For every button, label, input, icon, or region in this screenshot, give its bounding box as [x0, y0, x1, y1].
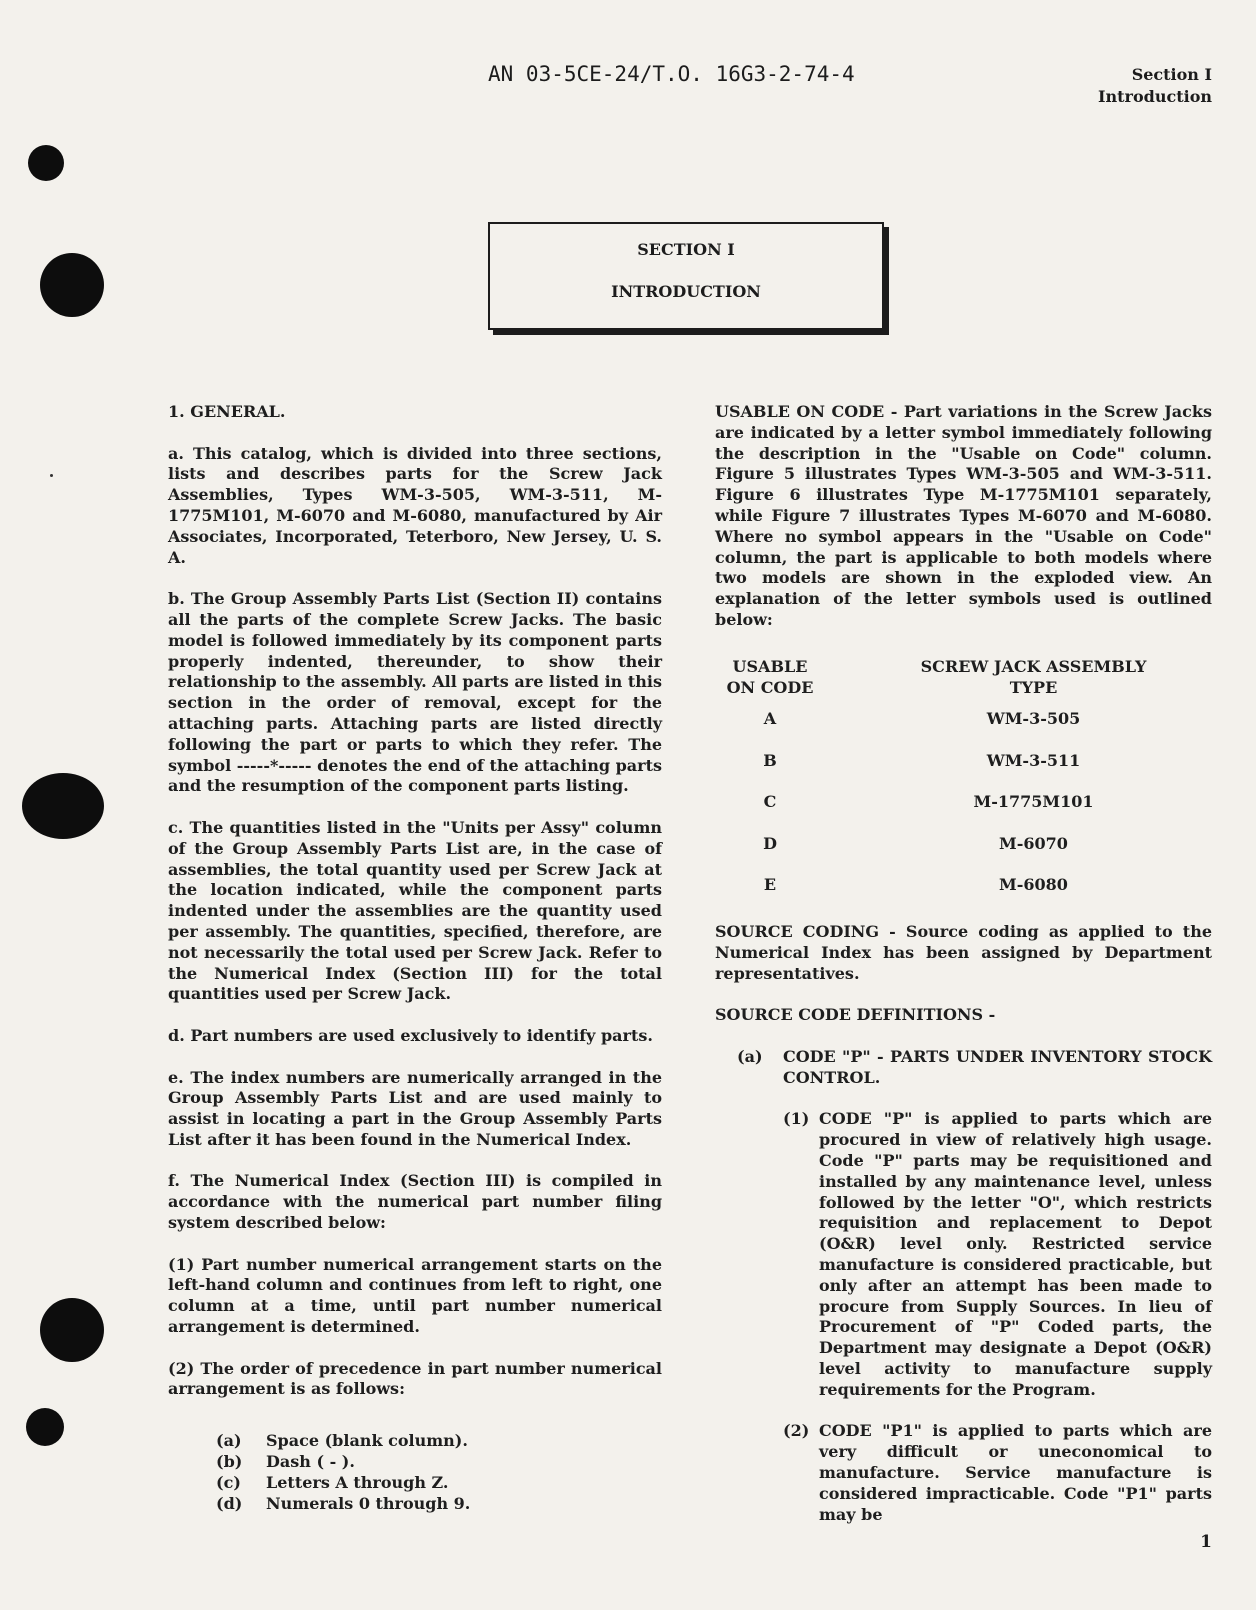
paragraph-f: f. The Numerical Index (Section III) is compiled in accordance with the numerical part number filing system described below: [168, 1171, 662, 1233]
column-header-assembly-type: SCREW JACK ASSEMBLY TYPE [920, 656, 1147, 697]
table-row: D M-6070 [763, 833, 1068, 853]
paragraph-a: a. This catalog, which is divided into three sections, lists and describes parts for the Screw Jack Assemblies, Types WM-3-505, WM-3-511, M-1775M101, M-6070 and M-6080, manufactured by Air Associates, Incorporated, Teterboro, New Jersey, U. S. A. [168, 443, 662, 567]
binder-hole-5 [26, 1408, 64, 1446]
code-p1-definition: (2) CODE "P1" is applied to parts which are very difficult or uneconomical to manufacture. Service manufacture is considered impracticable. Code "P1" parts may be [783, 1421, 1212, 1524]
table-header-row [715, 657, 1212, 699]
table-row: C M-1775M101 [763, 792, 1094, 812]
usable-code-table [715, 657, 1212, 907]
table-row: B WM-3-511 [763, 750, 1081, 770]
section-header [1098, 64, 1212, 108]
section-label: Section I [1131, 65, 1212, 84]
precedence-item: (a) Space (blank column). [216, 1431, 468, 1451]
paragraph-f1: (1) Part number numerical arrangement starts on the left-hand column and continues from left to right, one column at a time, until part number numerical arrangement is determined. [168, 1254, 662, 1337]
paragraph-b: b. The Group Assembly Parts List (Section II) contains all the parts of the complete Screw Jacks. The basic model is followed immediately by its component parts properly indented, thereunder, to show their relationship to the assembly. All parts are listed in this section in the order of removal, except for the attaching parts. Attaching parts are listed directly following the part or parts to which they refer. The symbol -----*----- denotes the end of the attaching parts and the resumption of the component parts listing. [168, 589, 662, 796]
code-p-heading: (a) CODE "P" - PARTS UNDER INVENTORY STOCK CONTROL. [737, 1047, 1212, 1087]
section-title-box [488, 222, 884, 330]
table-row: E M-6080 [763, 875, 1068, 895]
binder-hole-2 [40, 253, 104, 317]
binder-hole-1 [28, 145, 64, 181]
source-code-definitions-heading: SOURCE CODE DEFINITIONS - [715, 1005, 996, 1025]
table-row: A WM-3-505 [763, 709, 1081, 729]
code-p-definition: (1) CODE "P" is applied to parts which are procured in view of relatively high usage. Code "P" parts may be requisitioned and installed by any maintenance level, unless followed by the letter "O", which restricts requisition and replacement to Depot (O&R) level only. Restricted service manufacture is considered practicable, but only after an attempt has been made to procure from Supply Sources. In lieu of Procurement of "P" Coded parts, the Department may designate a Depot (O&R) level activity to manufacture supply requirements for the Program. [783, 1109, 1212, 1399]
general-heading: 1. GENERAL. [168, 402, 286, 421]
title-line-1: SECTION I [637, 240, 735, 259]
paragraph-c: c. The quantities listed in the "Units per Assy" column of the Group Assembly Parts List are, in the case of assemblies, the total quantity used per Screw Jack at the location indicated, while the component parts indented under the assemblies are the quantity used per assembly. The quantities, specified, therefore, are not necessarily the total used per Screw Jack. Refer to the Numerical Index (Section III) for the total quantities used per Screw Jack. [168, 817, 662, 1004]
paragraph-f2: (2) The order of precedence in part number numerical arrangement is as follows: [168, 1358, 662, 1399]
speck [50, 474, 53, 477]
paragraph-e: e. The index numbers are numerically arranged in the Group Assembly Parts List and are used mainly to assist in locating a part in the Group Assembly Parts List after it has been found in the Numerical Index. [168, 1067, 662, 1149]
section-title: Introduction [1098, 87, 1212, 106]
right-column [715, 402, 1212, 1525]
precedence-item: (b) Dash ( - ). [216, 1452, 355, 1472]
binder-hole-4 [40, 1298, 104, 1362]
document-number: AN 03-5CE-24/T.O. 16G3-2-74-4 [488, 62, 855, 86]
title-line-2: INTRODUCTION [611, 282, 761, 301]
usable-on-code-paragraph: USABLE ON CODE - Part variations in the Screw Jacks are indicated by a letter symbol immediately following the description in the "Usable on Code" column. Figure 5 illustrates Types WM-3-505 and WM-3-511. Figure 6 illustrates Type M-1775M101 separately, while Figure 7 illustrates Types M-6070 and M-6080. Where no symbol appears in the "Usable on Code" column, the part is applicable to both models where two models are shown in the exploded view. An explanation of the letter symbols used is outlined below: [715, 402, 1212, 629]
binder-hole-3 [22, 773, 104, 839]
precedence-item: (d) Numerals 0 through 9. [216, 1493, 471, 1513]
column-header-usable-code: USABLE ON CODE [726, 656, 814, 697]
source-coding-paragraph: SOURCE CODING - Source coding as applied to the Numerical Index has been assigned by Department representatives. [715, 922, 1212, 983]
paragraph-d: d. Part numbers are used exclusively to identify parts. [168, 1025, 653, 1045]
left-column [168, 402, 662, 1514]
page-number: 1 [1200, 1532, 1212, 1552]
precedence-item: (c) Letters A through Z. [216, 1472, 449, 1492]
